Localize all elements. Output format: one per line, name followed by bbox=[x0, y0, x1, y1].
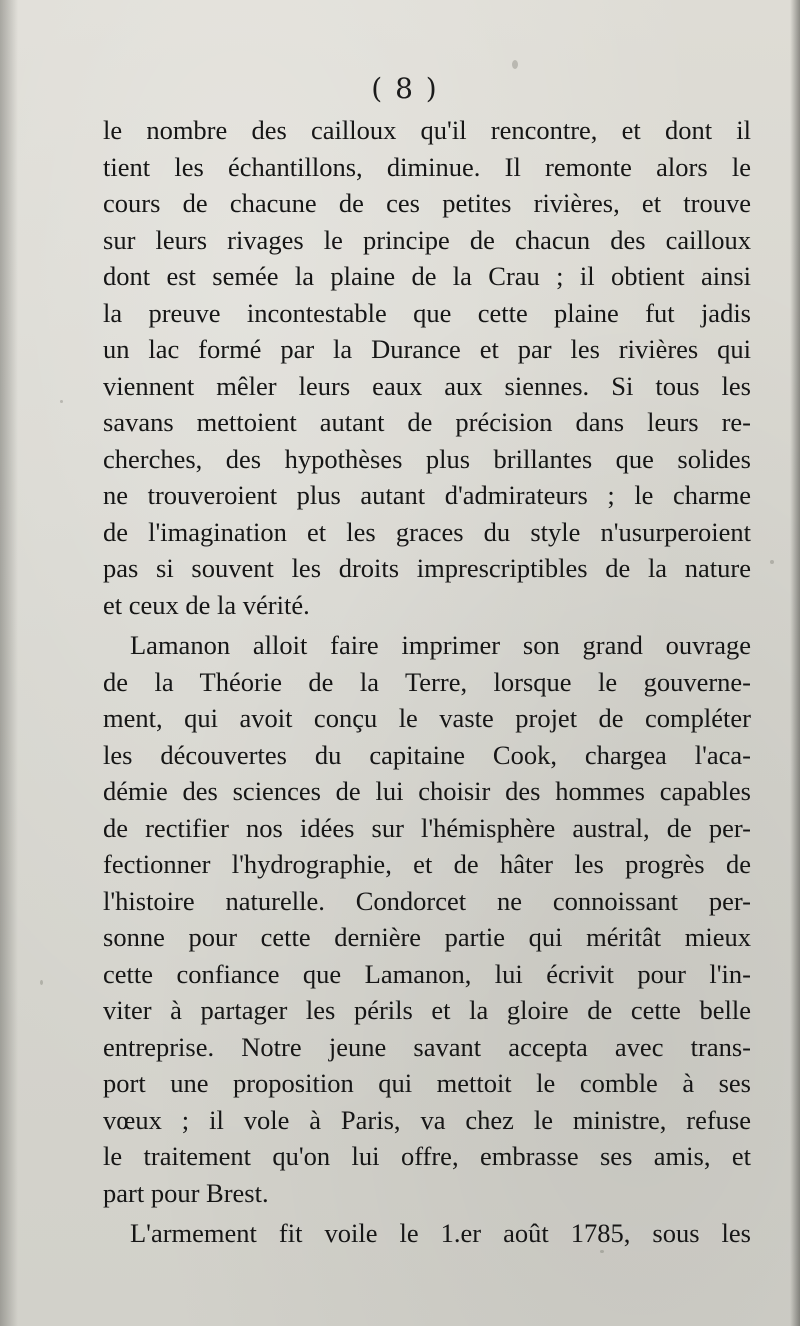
paper-speck bbox=[770, 560, 774, 564]
text-line: un lac formé par la Durance et par les rivières qui bbox=[103, 334, 751, 364]
text-line: L'armement fit voile le 1.er août 1785, sous les bbox=[130, 1218, 751, 1248]
text-line: ne trouveroient plus autant d'admirateurs ; le charme bbox=[103, 480, 751, 510]
text-line: savans mettoient autant de précision dans leurs re- bbox=[103, 407, 751, 437]
text-line: le nombre des cailloux qu'il rencontre, et dont il bbox=[103, 115, 751, 145]
text-line: sonne pour cette dernière partie qui méritât mieux bbox=[103, 922, 751, 952]
text-line: de la Théorie de la Terre, lorsque le gouverne- bbox=[103, 666, 751, 697]
text-line: l'histoire naturelle. Condorcet ne connoissant per- bbox=[103, 885, 751, 916]
paper-speck bbox=[40, 980, 43, 985]
text-line: le traitement qu'on lui offre, embrasse ses amis, et bbox=[103, 1141, 751, 1171]
text-line: pas si souvent les droits imprescriptibles de la nature bbox=[103, 553, 751, 583]
text-line: dont est semée la plaine de la Crau ; il obtient ainsi bbox=[103, 261, 751, 291]
text-line: vœux ; il vole à Paris, va chez le ministre, refuse bbox=[103, 1104, 751, 1135]
text-line: cours de chacune de ces petites rivières, et trouve bbox=[103, 188, 751, 218]
text-line: tient les échantillons, diminue. Il remonte alors le bbox=[103, 151, 751, 182]
text-line: et ceux de la vérité. bbox=[103, 589, 310, 620]
body-text bbox=[103, 112, 751, 1252]
page-number: ( 8 ) bbox=[371, 72, 439, 105]
paragraph bbox=[103, 1215, 751, 1252]
text-line: entreprise. Notre jeune savant accepta avec trans- bbox=[103, 1031, 751, 1062]
text-line: la preuve incontestable que cette plaine fut jadis bbox=[103, 297, 751, 328]
text-line: ment, qui avoit conçu le vaste projet de compléter bbox=[103, 703, 751, 733]
text-line: démie des sciences de lui choisir des hommes capables bbox=[103, 776, 751, 806]
text-line: les découvertes du capitaine Cook, chargea l'aca- bbox=[103, 739, 751, 770]
paper-speck bbox=[512, 60, 518, 69]
text-line: part pour Brest. bbox=[103, 1177, 269, 1208]
text-line: port une proposition qui mettoit le comble à ses bbox=[103, 1068, 751, 1098]
paragraph bbox=[103, 627, 751, 1211]
text-line: Lamanon alloit faire imprimer son grand ouvrage bbox=[130, 630, 751, 660]
text-line: viter à partager les périls et la gloire de cette belle bbox=[103, 995, 751, 1025]
page-edge-shadow bbox=[790, 0, 800, 1326]
text-line: viennent mêler leurs eaux aux siennes. Si tous les bbox=[103, 370, 751, 401]
text-line: cherches, des hypothèses plus brillantes que solides bbox=[103, 443, 751, 474]
text-line: de rectifier nos idées sur l'hémisphère austral, de per- bbox=[103, 812, 751, 843]
text-line: de l'imagination et les graces du style n'usurperoient bbox=[103, 516, 751, 547]
paragraph bbox=[103, 112, 751, 623]
text-line: sur leurs rivages le principe de chacun des cailloux bbox=[103, 224, 751, 255]
text-line: cette confiance que Lamanon, lui écrivit pour l'in- bbox=[103, 958, 751, 989]
paper-speck bbox=[60, 400, 63, 403]
text-line: fectionner l'hydrographie, et de hâter les progrès de bbox=[103, 849, 751, 879]
page-gutter-shadow bbox=[0, 0, 18, 1326]
